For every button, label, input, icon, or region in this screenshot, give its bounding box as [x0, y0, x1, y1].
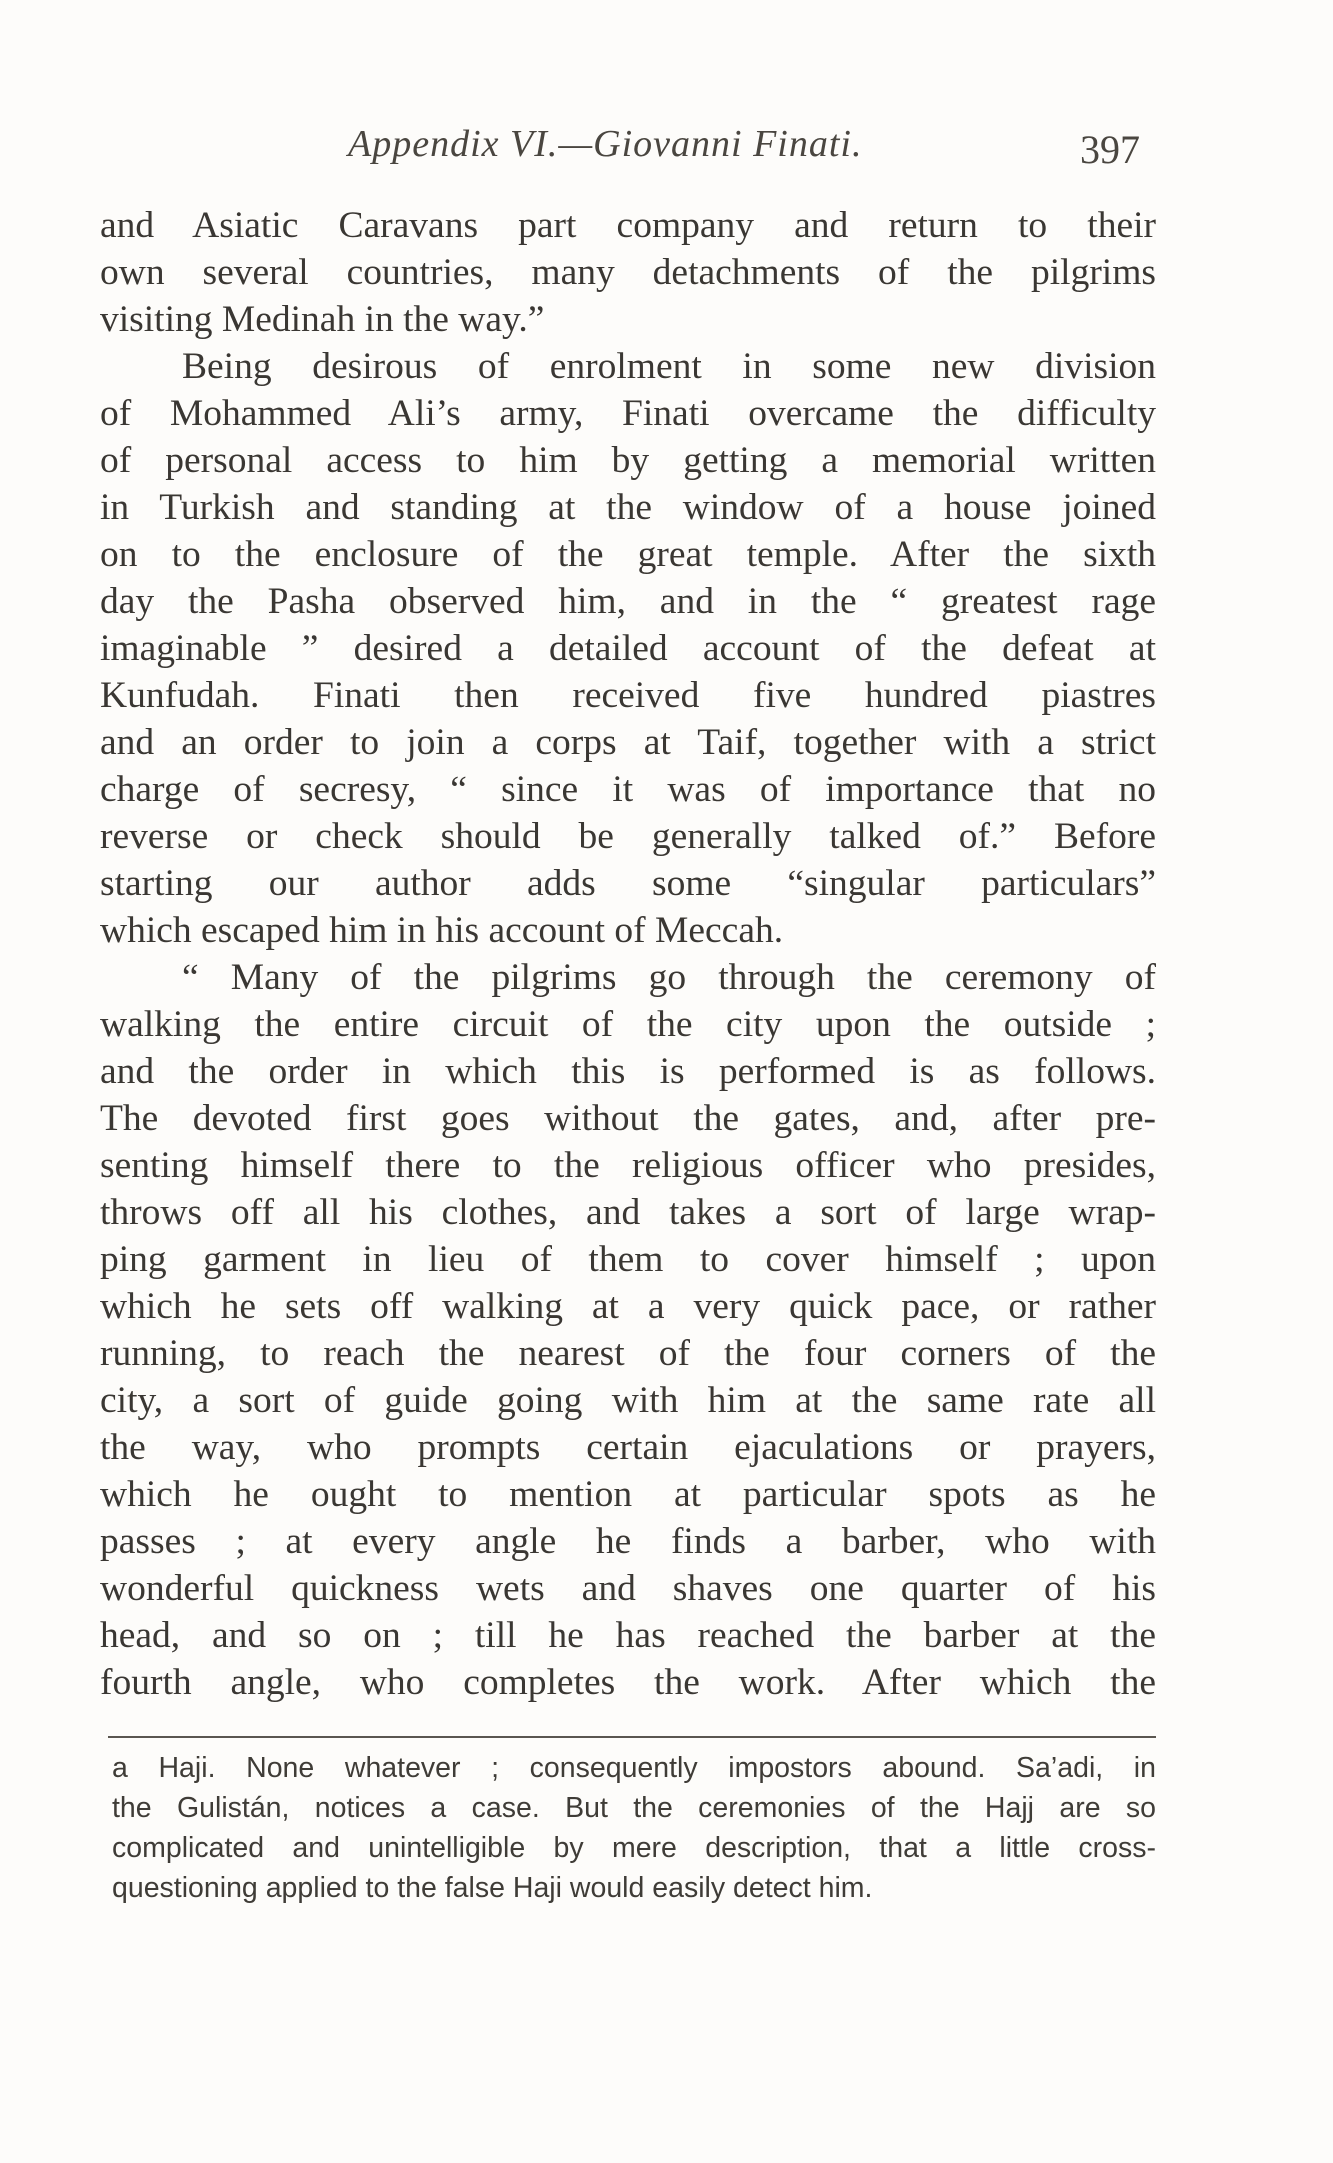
footnote: [112, 1748, 1156, 1908]
body-line: own several countries, many detachments of the pilgrims: [100, 252, 1156, 293]
body-line: throws off all his clothes, and takes a sort of large wrap-: [100, 1192, 1156, 1233]
body-line: walking the entire circuit of the city upon the outside ;: [100, 1004, 1156, 1045]
body-line: reverse or check should be generally talked of.” Before: [100, 816, 1156, 857]
body-line: visiting Medinah in the way.”: [100, 299, 545, 340]
body-line: city, a sort of guide going with him at the same rate all: [100, 1380, 1156, 1421]
body-line: of Mohammed Ali’s army, Finati overcame the difficulty: [100, 393, 1156, 434]
body-line: and an order to join a corps at Taif, together with a strict: [100, 722, 1156, 763]
body-line: wonderful quickness wets and shaves one quarter of his: [100, 1568, 1156, 1609]
body-line: running, to reach the nearest of the four corners of the: [100, 1333, 1156, 1374]
body-line: which he ought to mention at particular spots as he: [100, 1474, 1156, 1515]
body-line: passes ; at every angle he finds a barber, who with: [100, 1521, 1156, 1562]
body-line: on to the enclosure of the great temple. After the sixth: [100, 534, 1156, 575]
body-line: day the Pasha observed him, and in the “ greatest rage: [100, 581, 1156, 622]
body-line: and Asiatic Caravans part company and return to their: [100, 205, 1156, 246]
body-line: in Turkish and standing at the window of a house joined: [100, 487, 1156, 528]
body-line: senting himself there to the religious officer who presides,: [100, 1145, 1156, 1186]
body-line: charge of secresy, “ since it was of importance that no: [100, 769, 1156, 810]
body-line: the way, who prompts certain ejaculations or prayers,: [100, 1427, 1156, 1468]
body-line: of personal access to him by getting a memorial written: [100, 440, 1156, 481]
body-line: imaginable ” desired a detailed account of the defeat at: [100, 628, 1156, 669]
body-line: head, and so on ; till he has reached the barber at the: [100, 1615, 1156, 1656]
running-head: Appendix VI.—Giovanni Finati.: [348, 123, 863, 165]
body-line: Kunfudah. Finati then received five hundred piastres: [100, 675, 1156, 716]
body-line: which he sets off walking at a very quick pace, or rather: [100, 1286, 1156, 1327]
body-line: ping garment in lieu of them to cover himself ; upon: [100, 1239, 1156, 1280]
body-line: which escaped him in his account of Meccah.: [100, 910, 784, 951]
body-text: [100, 202, 1156, 1706]
footnote-line: the Gulistán, notices a case. But the ceremonies of the Hajj are so: [112, 1792, 1156, 1824]
page-number: 397: [1080, 127, 1140, 172]
footnote-divider: [108, 1736, 1156, 1738]
body-line: The devoted first goes without the gates, and, after pre-: [100, 1098, 1156, 1139]
body-line: starting our author adds some “singular particulars”: [100, 863, 1156, 904]
footnote-line: questioning applied to the false Haji would easily detect him.: [112, 1872, 873, 1904]
footnote-line: complicated and unintelligible by mere description, that a little cross-: [112, 1832, 1156, 1864]
body-line: fourth angle, who completes the work. After which the: [100, 1662, 1156, 1703]
body-line: “ Many of the pilgrims go through the ceremony of: [182, 957, 1156, 998]
footnote-line: a Haji. None whatever ; consequently impostors abound. Sa’adi, in: [112, 1752, 1156, 1784]
body-line: Being desirous of enrolment in some new division: [182, 346, 1156, 387]
body-line: and the order in which this is performed is as follows.: [100, 1051, 1156, 1092]
